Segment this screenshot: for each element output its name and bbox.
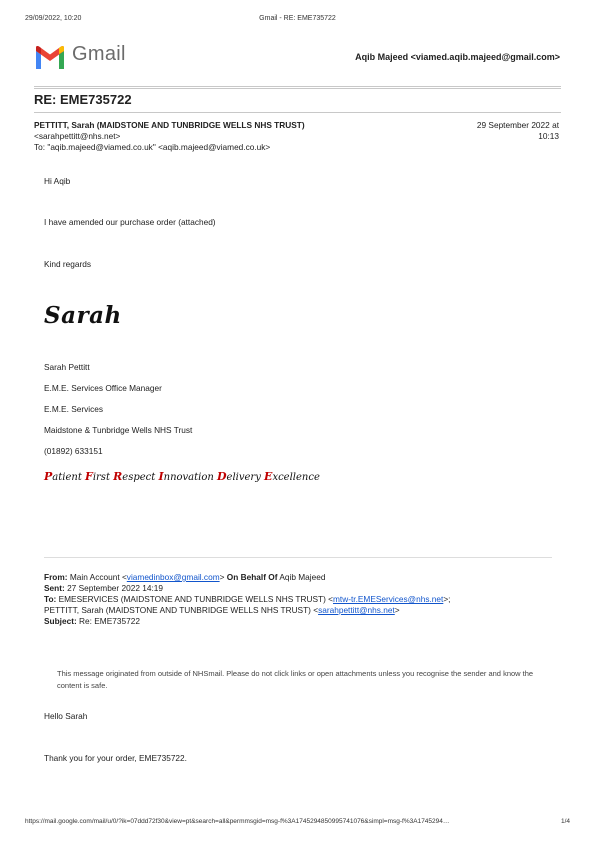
fwd-from-label: From: (44, 572, 68, 582)
fwd-from-after: > (219, 572, 225, 582)
fwd-behalf-text: Aqib Majeed (279, 572, 326, 582)
header-divider-2 (34, 88, 561, 89)
signature-role: E.M.E. Services Office Manager (44, 383, 162, 393)
motto-initial: P (44, 470, 53, 483)
motto-word: Patient (44, 470, 86, 483)
body-paragraph: I have amended our purchase order (attached) (44, 217, 216, 227)
gmail-m-icon (34, 45, 66, 69)
print-url: https://mail.google.com/mail/u/0/?ik=07ddd72f30&view=pt&search=all&permmsgid=msg-f%3A1745294850995741076&simpl=msg-f%3A1745294… (25, 818, 450, 825)
fwd-to-line (44, 594, 450, 604)
sender-email: <sarahpettitt@nhs.net> (34, 131, 121, 141)
motto-word: Delivery (217, 470, 265, 483)
greeting: Hi Aqib (44, 176, 71, 186)
signature-dept: E.M.E. Services (44, 404, 104, 414)
gmail-logo[interactable] (34, 43, 134, 71)
signature-org: Maidstone & Tunbridge Wells NHS Trust (44, 425, 193, 435)
motto-initial: F (85, 470, 93, 483)
motto-word: First (85, 470, 114, 483)
fwd-to-link[interactable]: mtw-tr.EMEServices@nhs.net (333, 594, 444, 604)
fwd-sent-text: 27 September 2022 14:19 (67, 583, 164, 593)
print-datetime: 29/09/2022, 10:20 (25, 15, 82, 22)
motto-initial: R (113, 470, 123, 483)
fwd-from-link[interactable]: viamedinbox@gmail.com (126, 572, 220, 582)
gmail-wordmark: Gmail (72, 43, 126, 65)
email-date (477, 120, 559, 142)
fwd-to-text-2: PETTITT, Sarah (MAIDSTONE AND TUNBRIDGE WELLS NHS TRUST) < (44, 605, 319, 615)
fwd-from-text: Main Account < (69, 572, 127, 582)
fwd-subject-text: Re: EME735722 (79, 616, 140, 626)
print-page-number: 1/4 (560, 818, 570, 825)
email-date-line1: 29 September 2022 at (476, 120, 559, 130)
fwd-to-line-2 (44, 605, 400, 615)
fwd-subject-label: Subject: (44, 616, 77, 626)
email-subject: RE: EME735722 (34, 92, 132, 107)
external-sender-notice: This message originated from outside of NHSmail. Please do not click links or open attachments unless you recognise the sender and know the content is safe. (57, 669, 534, 690)
fwd-behalf-label: On Behalf Of (226, 572, 278, 582)
fwd-to-text: EMESERVICES (MAIDSTONE AND TUNBRIDGE WELLS NHS TRUST) < (58, 594, 333, 604)
fwd-thanks: Thank you for your order, EME735722. (44, 753, 187, 763)
fwd-to-link-2[interactable]: sarahpettitt@nhs.net (318, 605, 395, 615)
quote-divider (44, 557, 552, 558)
signature-script: Sarah (44, 302, 122, 329)
motto-word: Respect (113, 470, 159, 483)
fwd-sent-line (44, 583, 163, 593)
print-title: Gmail - RE: EME735722 (259, 15, 336, 22)
sender-name: PETTITT, Sarah (MAIDSTONE AND TUNBRIDGE WELLS NHS TRUST) (34, 120, 305, 130)
account-label: Aqib Majeed <viamed.aqib.majeed@gmail.com> (355, 52, 560, 62)
signature-name: Sarah Pettitt (44, 362, 90, 372)
signature-phone: (01892) 633151 (44, 446, 103, 456)
motto-word: Innovation (158, 470, 217, 483)
motto-word: Excellence (264, 470, 320, 483)
fwd-to-after: >; (443, 594, 451, 604)
motto-initial: I (158, 470, 164, 483)
motto-initial: D (217, 470, 227, 483)
trust-values-motto (44, 470, 320, 483)
subject-divider (34, 112, 561, 113)
fwd-subject-line (44, 616, 140, 626)
fwd-greeting: Hello Sarah (44, 711, 88, 721)
fwd-to-after-2: > (394, 605, 400, 615)
fwd-from-line (44, 572, 325, 582)
header-divider (34, 86, 561, 87)
closing: Kind regards (44, 259, 92, 269)
fwd-sent-label: Sent: (44, 583, 65, 593)
email-date-line2: 10:13 (538, 131, 559, 141)
motto-initial: E (264, 470, 273, 483)
fwd-to-label: To: (44, 594, 57, 604)
recipient-line: To: "aqib.majeed@viamed.co.uk" <aqib.majeed@viamed.co.uk> (34, 142, 271, 152)
